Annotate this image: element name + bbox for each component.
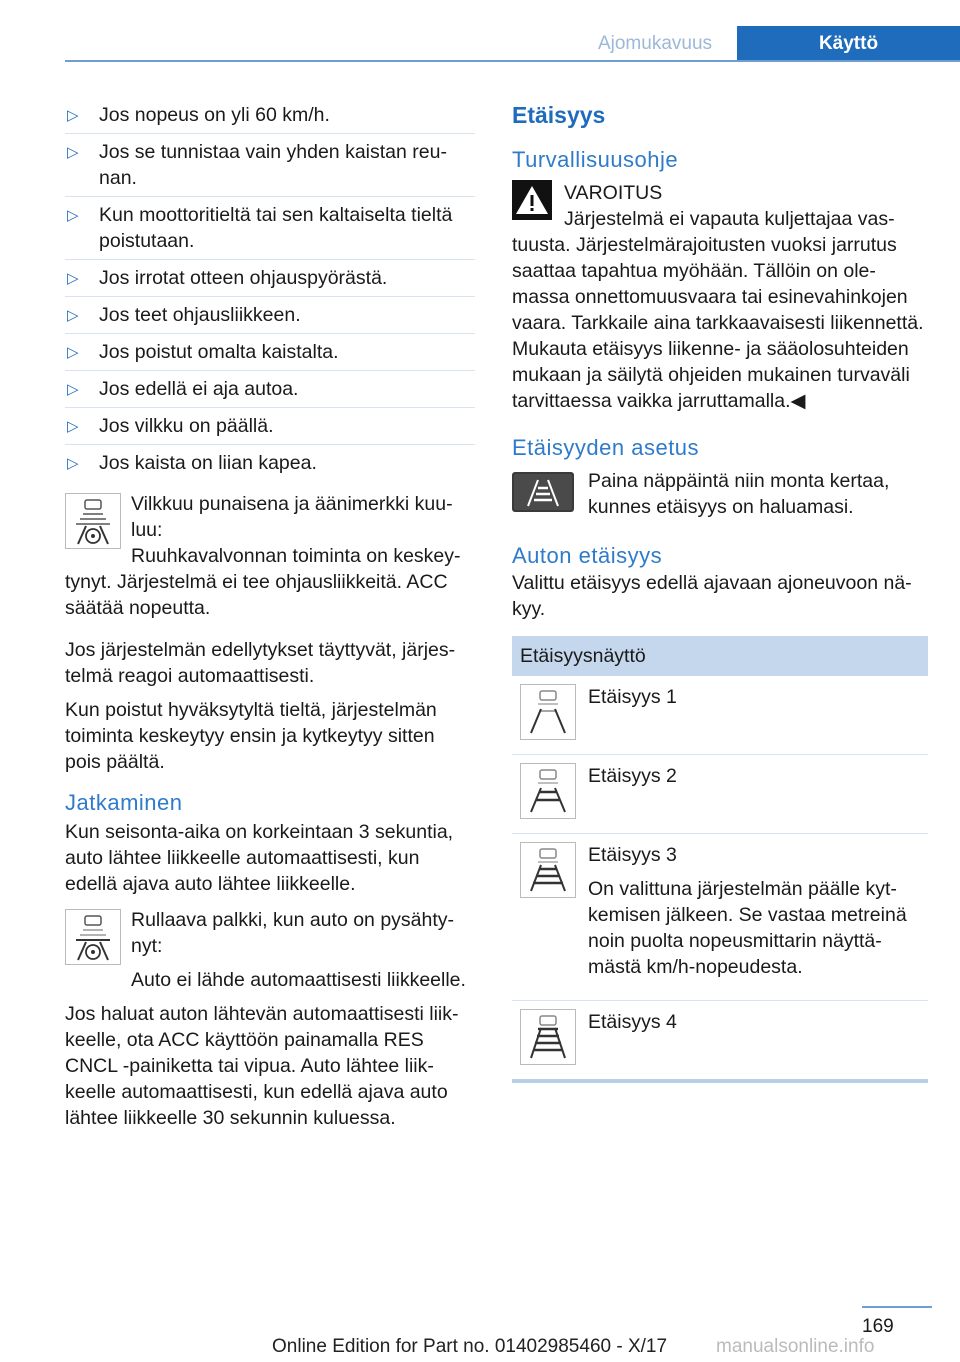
paragraph: Kun seisonta-aika on korkeintaan 3 sekuntia, auto lähtee liikkeelle automaattisesti, kun edellä ajava auto lähtee liikkeelle. — [65, 821, 454, 895]
distance-4-icon — [520, 1009, 576, 1065]
watermark: manualsonline.info — [716, 1336, 875, 1357]
paragraph: Jos järjestelmän edellytykset täyttyvät, järjes- telmä reagoi automaattisesti. — [65, 639, 456, 687]
list-item: ▷ Jos irrotat otteen ohjauspyörästä. — [65, 259, 475, 296]
paragraph: Kun poistut hyväksytyltä tieltä, järjestelmän toiminta keskeytyy ensin ja kytkeytyy sitten pois päältä. — [65, 699, 437, 773]
list-item: ▷ Jos edellä ei aja autoa. — [65, 370, 475, 407]
bullet-triangle-icon: ▷ — [67, 107, 79, 124]
rolling-bar-block — [65, 907, 475, 993]
warning-text: Järjestelmä ei vapauta kuljettajaa vas- tuusta. Järjestelmärajoitusten vuoksi jarrutus saattaa tapahtua myöhään. Tällöin on ole- massa onnettomuusvaara tai esinevahinkojen vaara. Tarkkaile aina tarkkaavaisesti liikennettä. Mukauta etäisyys liikenne- ja sääolosuhteiden mukaan ja säilytä ohjeiden mukainen turvaväli tarvittaessa vaikka jarruttamalla.◀ — [512, 208, 924, 412]
right-column — [512, 100, 928, 1083]
lane-assist-red-block — [65, 491, 475, 549]
bullet-triangle-icon: ▷ — [67, 381, 79, 398]
distance-3-icon — [520, 842, 576, 898]
header-chapter: Käyttö — [737, 26, 960, 62]
car-distance-text: Valittu etäisyys edellä ajavaan ajoneuvoon nä- kyy. — [512, 572, 912, 620]
list-item: ▷ Kun moottoritieltä tai sen kaltaiselta tieltä poistutaan. — [65, 196, 475, 259]
row-label: Etäisyys 1 — [588, 686, 677, 708]
icon2-caption: Rullaava palkki, kun auto on pysähty- nyt: — [131, 909, 455, 957]
table-row — [512, 755, 928, 834]
page-number: 169 — [862, 1316, 894, 1337]
heading-distance: Etäisyys — [512, 102, 606, 128]
steering-lane-warning-icon — [65, 493, 121, 549]
steering-lane-rolling-icon — [65, 909, 121, 965]
condition-list — [65, 100, 475, 481]
heading-continue: Jatkaminen — [65, 790, 183, 815]
row-label: Etäisyys 3 — [588, 844, 677, 866]
distance-button-block — [512, 468, 928, 520]
warning-triangle-icon — [512, 180, 552, 220]
left-column — [65, 100, 475, 1139]
header-section: Ajomukavuus — [575, 26, 735, 62]
table-end-rule — [512, 1079, 928, 1083]
distance-2-icon — [520, 763, 576, 819]
bullet-triangle-icon: ▷ — [67, 270, 79, 287]
list-item: ▷ Jos nopeus on yli 60 km/h. — [65, 100, 475, 133]
page-number-rule — [862, 1306, 932, 1308]
list-item: ▷ Jos se tunnistaa vain yhden kaistan reu- nan. — [65, 133, 475, 196]
list-item: ▷ Jos teet ohjausliikkeen. — [65, 296, 475, 333]
bullet-triangle-icon: ▷ — [67, 455, 79, 472]
warning-block — [512, 180, 928, 206]
table-header: Etäisyysnäyttö — [512, 636, 928, 676]
table-row — [512, 1001, 928, 1079]
table-row — [512, 834, 928, 1001]
bullet-triangle-icon: ▷ — [67, 144, 79, 161]
row-label: Etäisyys 2 — [588, 765, 677, 787]
bullet-triangle-icon: ▷ — [67, 418, 79, 435]
paragraph: Jos haluat auton lähtevän automaattisesti liik- keelle, ota ACC käyttöön painamalla RES CNCL -painiketta tai vipua. Auto lähtee liik- keelle automaattisesti, kun edellä ajava auto lähtee liikkeelle 30 sekunnin kuluessa. — [65, 1003, 459, 1129]
header-rule — [65, 60, 960, 62]
icon1-caption: Vilkkuu punaisena ja äänimerkki kuu- luu: — [131, 493, 453, 541]
bullet-triangle-icon: ▷ — [67, 344, 79, 361]
warning-title: VAROITUS — [564, 182, 663, 204]
setting-text: Paina näppäintä niin monta kertaa, kunnes etäisyys on haluamasi. — [588, 470, 890, 518]
distance-button-icon — [512, 472, 574, 512]
footer-edition: Online Edition for Part no. 01402985460 - X/17 — [272, 1336, 668, 1357]
list-item: ▷ Jos vilkku on päällä. — [65, 407, 475, 444]
row-label: Etäisyys 4 — [588, 1011, 677, 1033]
table-row — [512, 676, 928, 755]
list-item: ▷ Jos poistut omalta kaistalta. — [65, 333, 475, 370]
icon1-note: Ruuhkavalvonnan toiminta on keskey- tynyt. Järjestelmä ei tee ohjausliikkeitä. ACC säätää nopeutta. — [65, 545, 461, 619]
list-item: ▷ Jos kaista on liian kapea. — [65, 444, 475, 481]
bullet-triangle-icon: ▷ — [67, 207, 79, 224]
row-note: On valittuna järjestelmän päälle kyt- kemisen jälkeen. Se vastaa metreinä noin puolta nopeusmittarin näyttä- mästä km/h-nopeudesta. — [588, 878, 907, 978]
heading-car-distance: Auton etäisyys — [512, 543, 663, 568]
heading-safety: Turvallisuusohje — [512, 147, 679, 172]
icon2-note: Auto ei lähde automaattisesti liikkeelle. — [131, 969, 466, 991]
distance-1-icon — [520, 684, 576, 740]
bullet-triangle-icon: ▷ — [67, 307, 79, 324]
heading-setting: Etäisyyden asetus — [512, 435, 700, 460]
